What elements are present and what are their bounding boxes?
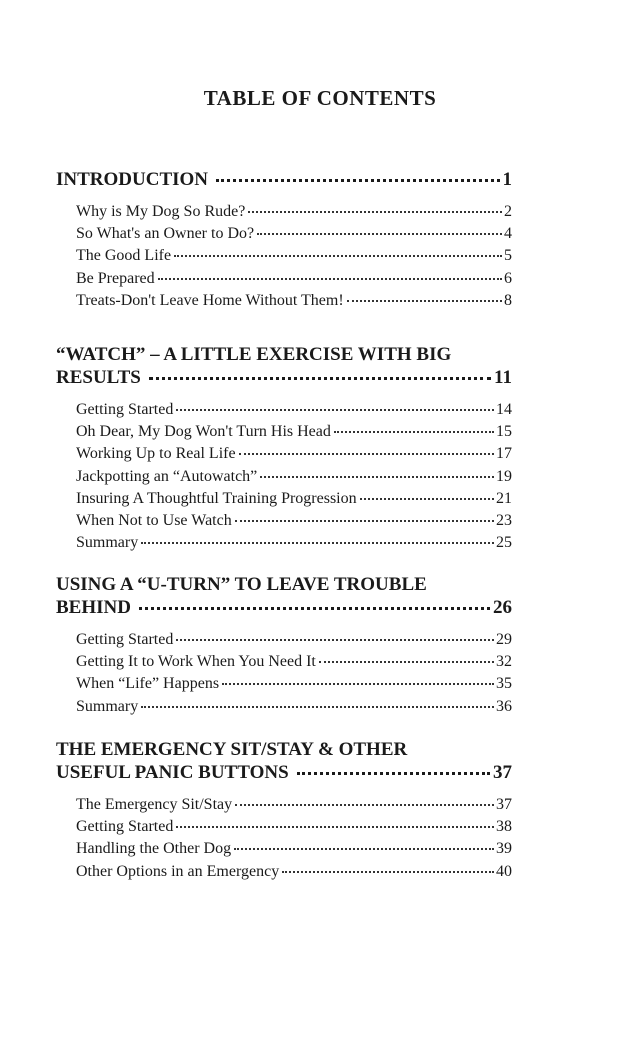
dot-leader <box>319 661 494 663</box>
toc-entry <box>76 510 512 532</box>
section-list <box>76 629 512 718</box>
dot-leader <box>158 278 502 280</box>
chapter-heading-line <box>56 761 512 784</box>
dot-leader <box>334 431 494 433</box>
chapter-page-number: 26 <box>493 597 512 618</box>
entry-title: The Emergency Sit/Stay <box>76 796 233 813</box>
entry-title: Be Prepared <box>76 269 155 287</box>
dot-leader <box>216 179 499 182</box>
entry-page-number: 15 <box>496 423 512 441</box>
entry-page-number: 25 <box>496 534 512 552</box>
toc-entry <box>76 651 512 673</box>
entry-title: When Not to Use Watch <box>76 512 232 530</box>
entry-page-number: 2 <box>504 203 512 220</box>
chapter-page-number: 1 <box>502 169 512 190</box>
dot-leader <box>347 300 502 302</box>
entry-page-number: 38 <box>496 818 512 836</box>
entry-page-number: 37 <box>496 796 512 813</box>
entry-page-number: 8 <box>504 291 512 309</box>
entry-title: Summary <box>76 534 139 552</box>
dot-leader <box>174 255 502 257</box>
toc-entry <box>76 673 512 695</box>
chapter-title-line-1: USING A “U-TURN” TO LEAVE TROUBLE <box>56 574 427 595</box>
chapter-page-number: 37 <box>493 762 512 783</box>
dot-leader <box>149 377 491 380</box>
entry-title: Handling the Other Dog <box>76 840 232 858</box>
entry-page-number: 6 <box>504 269 512 287</box>
entry-title: Getting Started <box>76 401 174 418</box>
toc-entry <box>76 443 512 465</box>
entry-page-number: 5 <box>504 247 512 265</box>
toc-entry <box>76 399 512 421</box>
chapter-heading-line <box>56 596 512 619</box>
section-list <box>76 201 512 312</box>
entry-page-number: 17 <box>496 445 512 463</box>
entry-title: The Good Life <box>76 247 172 265</box>
dot-leader <box>234 848 494 850</box>
toc-entry <box>76 794 512 816</box>
toc-entry <box>76 466 512 488</box>
dot-leader <box>239 453 494 455</box>
page-title: TABLE OF CONTENTS <box>203 86 437 110</box>
dot-leader <box>222 683 494 685</box>
toc-chapter-watch <box>56 343 512 554</box>
toc-chapter-u-turn <box>56 573 512 718</box>
entry-title: Jackpotting an “Autowatch” <box>76 467 258 485</box>
chapter-title-line-2: USEFUL PANIC BUTTONS <box>56 762 289 783</box>
entry-page-number: 19 <box>496 467 512 485</box>
chapter-title: INTRODUCTION <box>56 169 209 190</box>
toc-entry <box>76 268 512 290</box>
entry-title: Summary <box>76 697 139 715</box>
entry-page-number: 14 <box>496 401 512 418</box>
entry-title: Getting It to Work When You Need It <box>76 653 316 671</box>
entry-page-number: 29 <box>496 631 512 648</box>
section-list <box>76 399 512 554</box>
entry-title: Insuring A Thoughtful Training Progression <box>76 489 357 507</box>
entry-title: Why is My Dog So Rude? <box>76 203 246 220</box>
chapter-title-line-2: BEHIND <box>56 597 131 618</box>
toc-entry <box>76 421 512 443</box>
entry-page-number: 4 <box>504 225 512 243</box>
toc-entry <box>76 201 512 223</box>
dot-leader <box>282 871 494 873</box>
toc-entry <box>76 290 512 312</box>
toc-entry <box>76 488 512 510</box>
dot-leader <box>141 542 494 544</box>
entry-title: Treats-Don't Leave Home Without Them! <box>76 291 344 309</box>
entry-page-number: 40 <box>496 862 512 880</box>
toc-entry <box>76 223 512 245</box>
dot-leader <box>248 211 502 213</box>
dot-leader <box>360 498 494 500</box>
dot-leader <box>257 233 502 235</box>
entry-title: Oh Dear, My Dog Won't Turn His Head <box>76 423 331 441</box>
dot-leader <box>176 826 494 828</box>
entry-title: When “Life” Happens <box>76 675 220 693</box>
chapter-page-number: 11 <box>494 367 512 388</box>
chapter-heading-line <box>56 366 512 389</box>
chapter-heading-line <box>56 168 512 191</box>
chapter-title-line-1: THE EMERGENCY SIT/STAY & OTHER <box>56 739 408 760</box>
chapter-title-line-1: “WATCH” – A LITTLE EXERCISE WITH BIG <box>56 344 452 365</box>
dot-leader <box>139 607 490 610</box>
dot-leader <box>260 476 494 478</box>
toc-entry <box>76 838 512 860</box>
toc-entry <box>76 629 512 651</box>
chapter-title-line-2: RESULTS <box>56 367 141 388</box>
dot-leader <box>297 772 490 775</box>
toc-entry <box>76 245 512 267</box>
toc-entry <box>76 696 512 718</box>
entry-page-number: 23 <box>496 512 512 530</box>
dot-leader <box>235 804 494 806</box>
dot-leader <box>176 409 494 411</box>
entry-title: Working Up to Real Life <box>76 445 236 463</box>
entry-page-number: 39 <box>496 840 512 858</box>
entry-title: So What's an Owner to Do? <box>76 225 255 243</box>
entry-title: Getting Started <box>76 818 174 836</box>
dot-leader <box>141 706 494 708</box>
toc-entry <box>76 532 512 554</box>
entry-page-number: 36 <box>496 697 512 715</box>
toc-chapter-emergency-sit-stay <box>56 738 512 883</box>
dot-leader <box>176 639 494 641</box>
entry-title: Getting Started <box>76 631 174 648</box>
toc-entry <box>76 861 512 883</box>
entry-page-number: 21 <box>496 489 512 507</box>
dot-leader <box>235 520 494 522</box>
section-list <box>76 794 512 883</box>
entry-title: Other Options in an Emergency <box>76 862 280 880</box>
toc-entry <box>76 816 512 838</box>
entry-page-number: 32 <box>496 653 512 671</box>
entry-page-number: 35 <box>496 675 512 693</box>
toc-chapter-introduction <box>56 168 512 312</box>
